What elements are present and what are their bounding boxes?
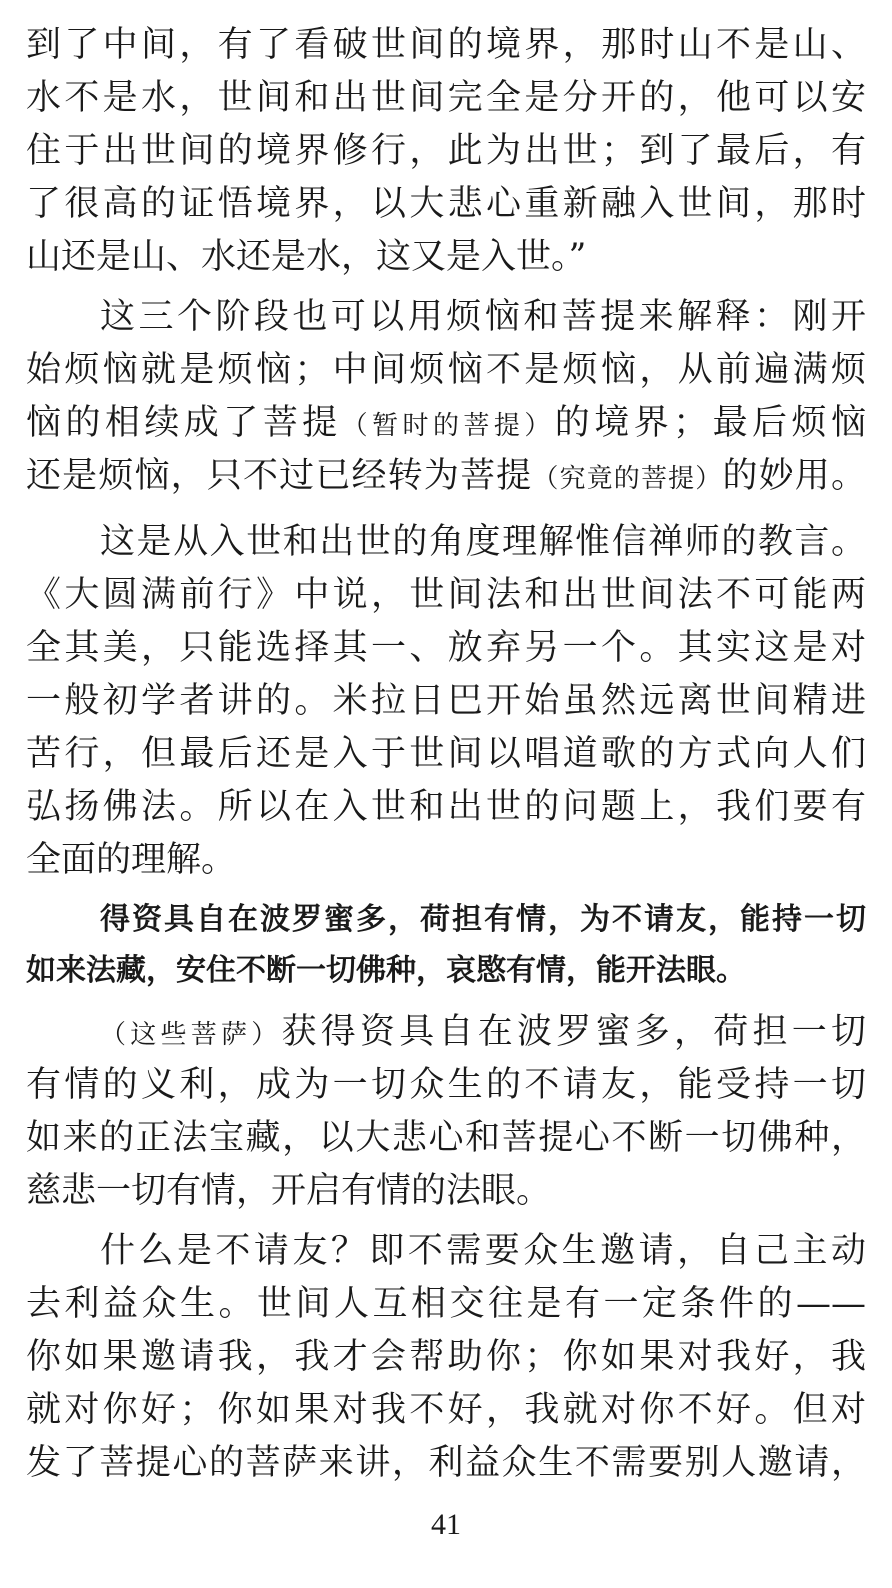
- text-line: 弘扬佛法。所以在入世和出世的问题上，我们要有: [26, 787, 866, 827]
- text-line: 全面的理解。: [26, 840, 237, 880]
- text-segment: 恼的相续成了菩提: [26, 403, 342, 443]
- text-line: 就对你好；你如果对我不好，我就对你不好。但对: [26, 1390, 866, 1430]
- text-line: 你如果邀请我，我才会帮助你；你如果对我好，我: [26, 1337, 866, 1377]
- text-line: 这三个阶段也可以用烦恼和菩提来解释：刚开: [100, 297, 866, 337]
- text-line: 苦行，但最后还是入于世间以唱道歌的方式向人们: [26, 734, 866, 774]
- annotation-note: （暂时的菩提）: [341, 411, 555, 441]
- text-line: 一般初学者讲的。米拉日巴开始虽然远离世间精进: [26, 681, 866, 721]
- text-line: 《大圆满前行》中说，世间法和出世间法不可能两: [26, 575, 866, 615]
- annotation-note: （究竟的菩提）: [532, 464, 723, 494]
- text-line: 什么是不请友？即不需要众生邀请，自己主动: [100, 1231, 866, 1271]
- text-line: 山还是山、水还是水，这又是入世。”: [26, 237, 587, 277]
- text-segment: 的妙用。: [722, 456, 866, 496]
- text-line: 有情的义利，成为一切众生的不请友，能受持一切: [26, 1065, 866, 1105]
- text-line: 发了菩提心的菩萨来讲，利益众生不需要别人邀请，: [26, 1443, 866, 1483]
- text-line: 得资具自在波罗蜜多，荷担有情，为不请友，能持一切: [100, 902, 866, 937]
- text-line: 全其美，只能选择其一、放弃另一个。其实这是对: [26, 628, 866, 668]
- text-segment: 还是烦恼，只不过已经转为菩提: [26, 456, 533, 496]
- text-line: 去利益众生。世间人互相交往是有一定条件的——: [26, 1284, 866, 1324]
- text-line: 这是从入世和出世的角度理解惟信禅师的教言。: [100, 522, 866, 562]
- text-segment: 的境界；最后烦恼: [554, 403, 866, 443]
- text-line: [100, 1005, 866, 1059]
- text-line: 到了中间，有了看破世间的境界，那时山不是山、: [26, 25, 866, 65]
- text-line: 始烦恼就是烦恼；中间烦恼不是烦恼，从前遍满烦: [26, 350, 866, 390]
- text-line: 如来的正法宝藏，以大悲心和菩提心不断一切佛种，: [26, 1118, 866, 1158]
- text-segment: 获得资具自在波罗蜜多，荷担一切: [281, 1012, 866, 1052]
- text-line: 了很高的证悟境界，以大悲心重新融入世间，那时: [26, 184, 866, 224]
- text-line: [26, 396, 866, 450]
- text-line: 如来法藏，安住不断一切佛种，哀愍有情，能开法眼。: [26, 953, 746, 988]
- annotation-note: （这些菩萨）: [100, 1020, 282, 1050]
- text-line: 水不是水，世间和出世间完全是分开的，他可以安: [26, 78, 866, 118]
- text-line: 慈悲一切有情，开启有情的法眼。: [26, 1171, 552, 1211]
- text-line: [26, 449, 866, 503]
- text-line: 住于出世间的境界修行，此为出世；到了最后，有: [26, 131, 866, 171]
- page-number: 41: [431, 1508, 461, 1541]
